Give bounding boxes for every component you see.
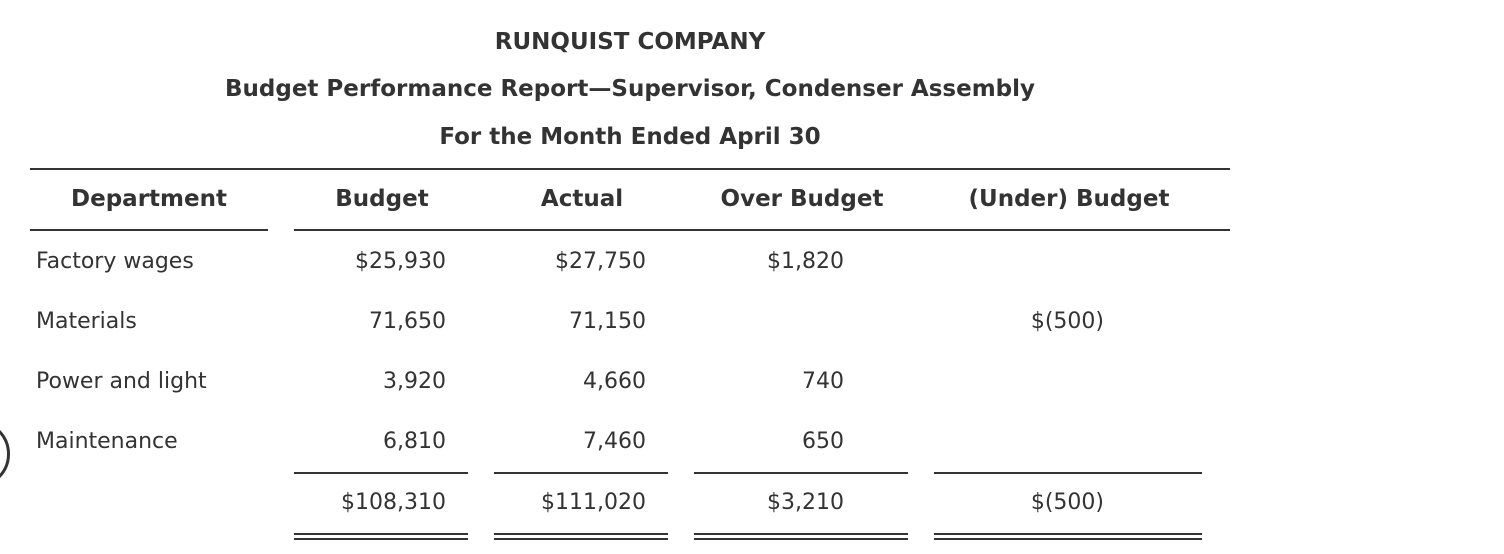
cell-actual: $27,750 bbox=[555, 249, 646, 274]
header-rule-amounts bbox=[294, 229, 1230, 231]
row-label-factory-wages: Factory wages bbox=[36, 249, 194, 274]
cell-budget: 6,810 bbox=[383, 429, 446, 454]
subtotal-rule-budget bbox=[294, 472, 468, 474]
double-rule-under-bottom bbox=[934, 538, 1202, 540]
header-department: Department bbox=[71, 186, 227, 212]
cell-actual: 4,660 bbox=[583, 369, 646, 394]
circle-shape-edge bbox=[0, 420, 10, 488]
cell-over-budget: $1,820 bbox=[767, 249, 844, 274]
total-actual: $111,020 bbox=[541, 490, 646, 515]
cell-actual: 7,460 bbox=[583, 429, 646, 454]
total-budget: $108,310 bbox=[341, 490, 446, 515]
subtotal-rule-actual bbox=[494, 472, 668, 474]
total-over-budget: $3,210 bbox=[767, 490, 844, 515]
double-rule-budget-bottom bbox=[294, 538, 468, 540]
double-rule-actual-top bbox=[494, 533, 668, 535]
header-actual: Actual bbox=[540, 186, 624, 212]
cell-actual: 71,150 bbox=[569, 309, 646, 334]
report-period: For the Month Ended April 30 bbox=[439, 124, 821, 150]
row-label-maintenance: Maintenance bbox=[36, 429, 178, 454]
header-rule-department bbox=[30, 229, 268, 231]
double-rule-under-top bbox=[934, 533, 1202, 535]
total-under-budget: $(500) bbox=[1030, 490, 1104, 515]
subtotal-rule-under bbox=[934, 472, 1202, 474]
header-over-budget: Over Budget bbox=[720, 186, 884, 212]
row-label-power-and-light: Power and light bbox=[36, 369, 207, 394]
cell-budget: $25,930 bbox=[355, 249, 446, 274]
double-rule-actual-bottom bbox=[494, 538, 668, 540]
cell-budget: 3,920 bbox=[383, 369, 446, 394]
double-rule-over-bottom bbox=[694, 538, 908, 540]
subtotal-rule-over bbox=[694, 472, 908, 474]
cell-budget: 71,650 bbox=[369, 309, 446, 334]
double-rule-budget-top bbox=[294, 533, 468, 535]
cell-over-budget: 740 bbox=[802, 369, 844, 394]
company-name: RUNQUIST COMPANY bbox=[494, 29, 766, 55]
cell-over-budget: 650 bbox=[802, 429, 844, 454]
header-budget: Budget bbox=[335, 186, 429, 212]
double-rule-over-top bbox=[694, 533, 908, 535]
report-title: Budget Performance Report—Supervisor, Condenser Assembly bbox=[224, 76, 1036, 102]
cell-under-budget: $(500) bbox=[1030, 309, 1104, 334]
header-under-budget: (Under) Budget bbox=[968, 186, 1170, 212]
table-top-rule bbox=[30, 168, 1230, 170]
row-label-materials: Materials bbox=[36, 309, 137, 334]
